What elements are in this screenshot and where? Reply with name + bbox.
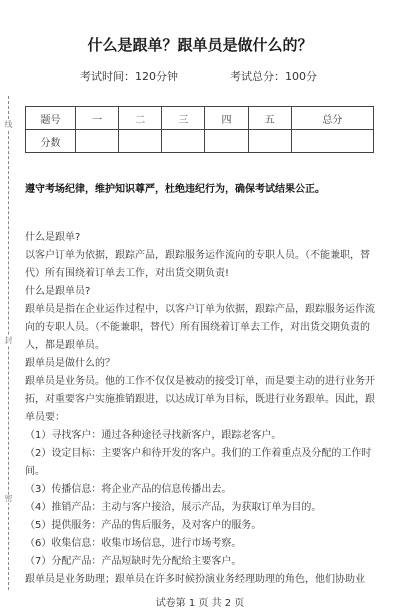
score-cell-4 <box>205 130 248 153</box>
column-header-1: 一 <box>76 107 119 130</box>
list-item-4: （4）推销产品：主动与客户接洽，展示产品，为获取订单为目的。 <box>25 502 322 513</box>
score-cell-total <box>291 130 373 153</box>
score-table-header-row <box>26 107 374 130</box>
exam-notice: 遵守考场纪律，维护知识尊严，杜绝违纪行为，确保考试结果公正。 <box>25 184 325 195</box>
column-header-5: 五 <box>248 107 291 130</box>
binding-mark-seal: 封 <box>4 336 13 345</box>
list-item-2: （2）设定目标：主要客户和待开发的客户。我们的工作着重点及分配的工作时间。 <box>25 448 372 477</box>
paragraph-q3: 跟单员是做什么的？ <box>25 358 115 369</box>
score-cell-1 <box>76 130 119 153</box>
list-item-6: （6）收集信息：收集市场信息，进行市场考察。 <box>25 538 242 549</box>
score-row-label: 分数 <box>26 130 76 153</box>
binding-mark-line: 线 <box>4 120 13 129</box>
question-number-label: 题号 <box>26 107 76 130</box>
score-cell-3 <box>162 130 205 153</box>
exam-time: 考试时间：120分钟 <box>80 70 178 83</box>
score-cell-5 <box>248 130 291 153</box>
list-item-3: （3）传播信息：将企业产品的信息传播出去。 <box>25 484 232 495</box>
paragraph-q1: 什么是跟单? <box>25 232 81 243</box>
paragraph-q2: 什么是跟单员? <box>25 286 91 297</box>
list-item-1: （1）寻找客户：通过各种途径寻找新客户，跟踪老客户。 <box>25 430 282 441</box>
column-header-4: 四 <box>205 107 248 130</box>
content-body <box>25 229 377 589</box>
paragraph-a1: 以客户订单为依据，跟踪产品，跟踪服务运作流向的专职人员。（不能兼职，替代）所有围绕着订单去工作，对出货交期负责! <box>25 250 370 279</box>
column-header-total: 总分 <box>291 107 373 130</box>
score-table <box>25 106 374 153</box>
score-table-score-row <box>26 130 374 153</box>
page-title: 什么是跟单？跟单员是做什么的？ <box>87 36 313 54</box>
paragraph-assistant: 跟单员是业务助理；跟单员在许多时候扮演业务经理助理的角色，他们协助业 <box>25 574 365 585</box>
list-item-7: （7）分配产品：产品短缺时先分配给主要客户。 <box>25 556 242 567</box>
total-score: 考试总分：100分 <box>230 70 317 83</box>
list-item-5: （5）提供服务：产品的售后服务，及对客户的服务。 <box>25 520 262 531</box>
column-header-3: 三 <box>162 107 205 130</box>
binding-mark-secret: 密 <box>4 494 13 503</box>
page-footer: 试卷第 1 页 共 2 页 <box>155 598 245 608</box>
column-header-2: 二 <box>119 107 162 130</box>
paragraph-a2: 跟单员是指在企业运作过程中，以客户订单为依据，跟踪产品，跟踪服务运作流向的专职人员。（不能兼职，替代）所有围绕着订单去工作，对出货交期负责的人，都是跟单员。 <box>25 304 375 351</box>
paragraph-a3: 跟单员是业务员。他的工作不仅仅是被动的接受订单，而是要主动的进行业务开拓，对重要客户实施推销跟进，以达成订单为目标，既进行业务跟单。因此，跟单员要： <box>25 376 375 423</box>
score-cell-2 <box>119 130 162 153</box>
